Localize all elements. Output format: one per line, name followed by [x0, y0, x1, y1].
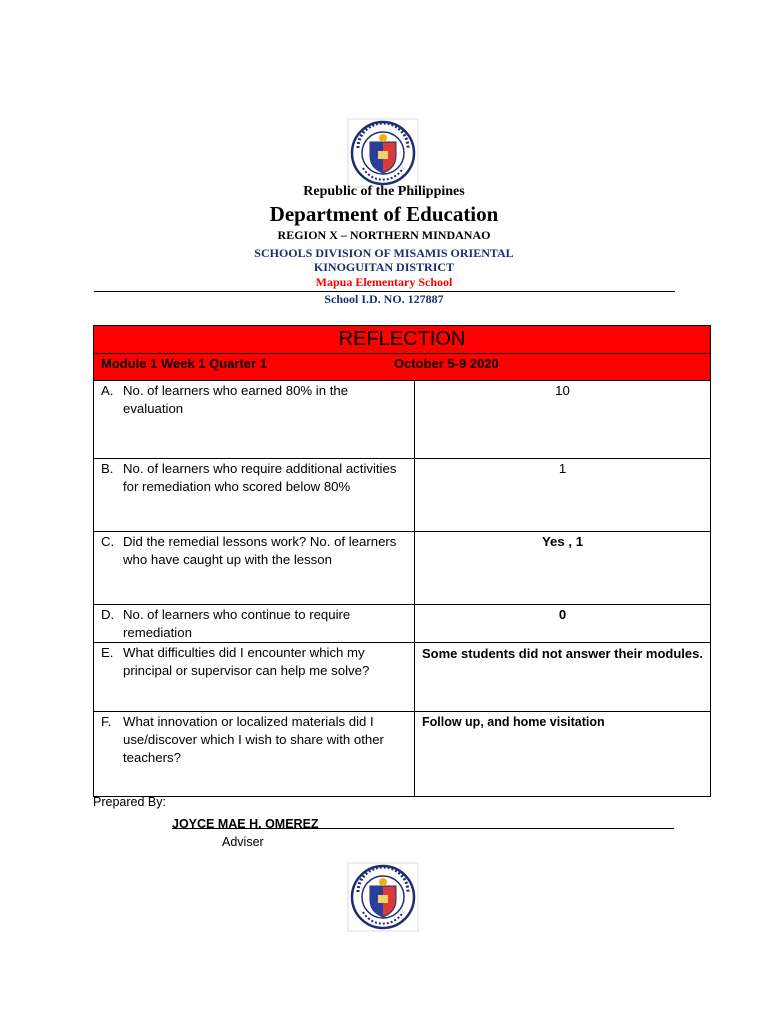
deped-seal-icon [347, 862, 419, 932]
table-row [94, 381, 711, 459]
row-letter: E. [101, 645, 114, 660]
row-letter: C. [101, 534, 115, 549]
reflection-title-row [94, 326, 711, 354]
table-row [94, 532, 711, 605]
signature-line [172, 828, 674, 829]
row-question: What innovation or localized materials did I use/discover which I wish to share with other teachers? [123, 714, 384, 765]
division-text: SCHOOLS DIVISION OF MISAMIS ORIENTAL [254, 246, 514, 260]
row-answer: Yes , 1 [541, 534, 584, 549]
row-letter: D. [101, 607, 115, 622]
deped-seal-icon [347, 118, 419, 188]
table-row [94, 712, 711, 797]
row-question: What difficulties did I encounter which my principal or supervisor can help me solve? [123, 645, 370, 678]
row-answer: Follow up, and home visitation [422, 715, 605, 729]
republic-text: Republic of the Philippines [303, 184, 465, 199]
deped-seal-bottom [347, 862, 419, 932]
preparer-role: Adviser [222, 835, 264, 849]
row-letter: B. [101, 461, 114, 476]
row-letter: F. [101, 714, 112, 729]
row-question: No. of learners who require additional activities for remediation who scored below 80% [123, 461, 397, 494]
reflection-subheader-row [94, 354, 711, 381]
row-letter: A. [101, 383, 114, 398]
row-question: No. of learners who earned 80% in the evaluation [123, 383, 349, 416]
region-text: REGION X – NORTHERN MINDANAO [277, 228, 491, 242]
school-id: School I.D. NO. 127887 [324, 292, 444, 306]
prepared-by-label: Prepared By: [93, 795, 166, 809]
date-label: October 5-9 2020 [394, 356, 499, 371]
district-text: KINOGUITAN DISTRICT [313, 260, 455, 274]
table-row [94, 459, 711, 532]
row-question: No. of learners who continue to require remediation [123, 607, 351, 640]
row-answer: 1 [558, 461, 567, 476]
table-row [94, 643, 711, 712]
row-answer: Some students did not answer their modules. [422, 646, 703, 661]
school-name: Mapua Elementary School [315, 275, 453, 289]
deped-seal-top [347, 118, 419, 188]
preparer-name: JOYCE MAE H. OMEREZ [172, 817, 319, 831]
reflection-title: REFLECTION [94, 326, 711, 354]
row-answer: 0 [558, 607, 567, 622]
table-row [94, 605, 711, 643]
reflection-table [93, 325, 711, 797]
department-title: Department of Education [269, 202, 499, 226]
module-label: Module 1 Week 1 Quarter 1 [101, 356, 267, 371]
row-question: Did the remedial lessons work? No. of learners who have caught up with the lesson [123, 534, 397, 567]
row-answer: 10 [555, 383, 570, 398]
